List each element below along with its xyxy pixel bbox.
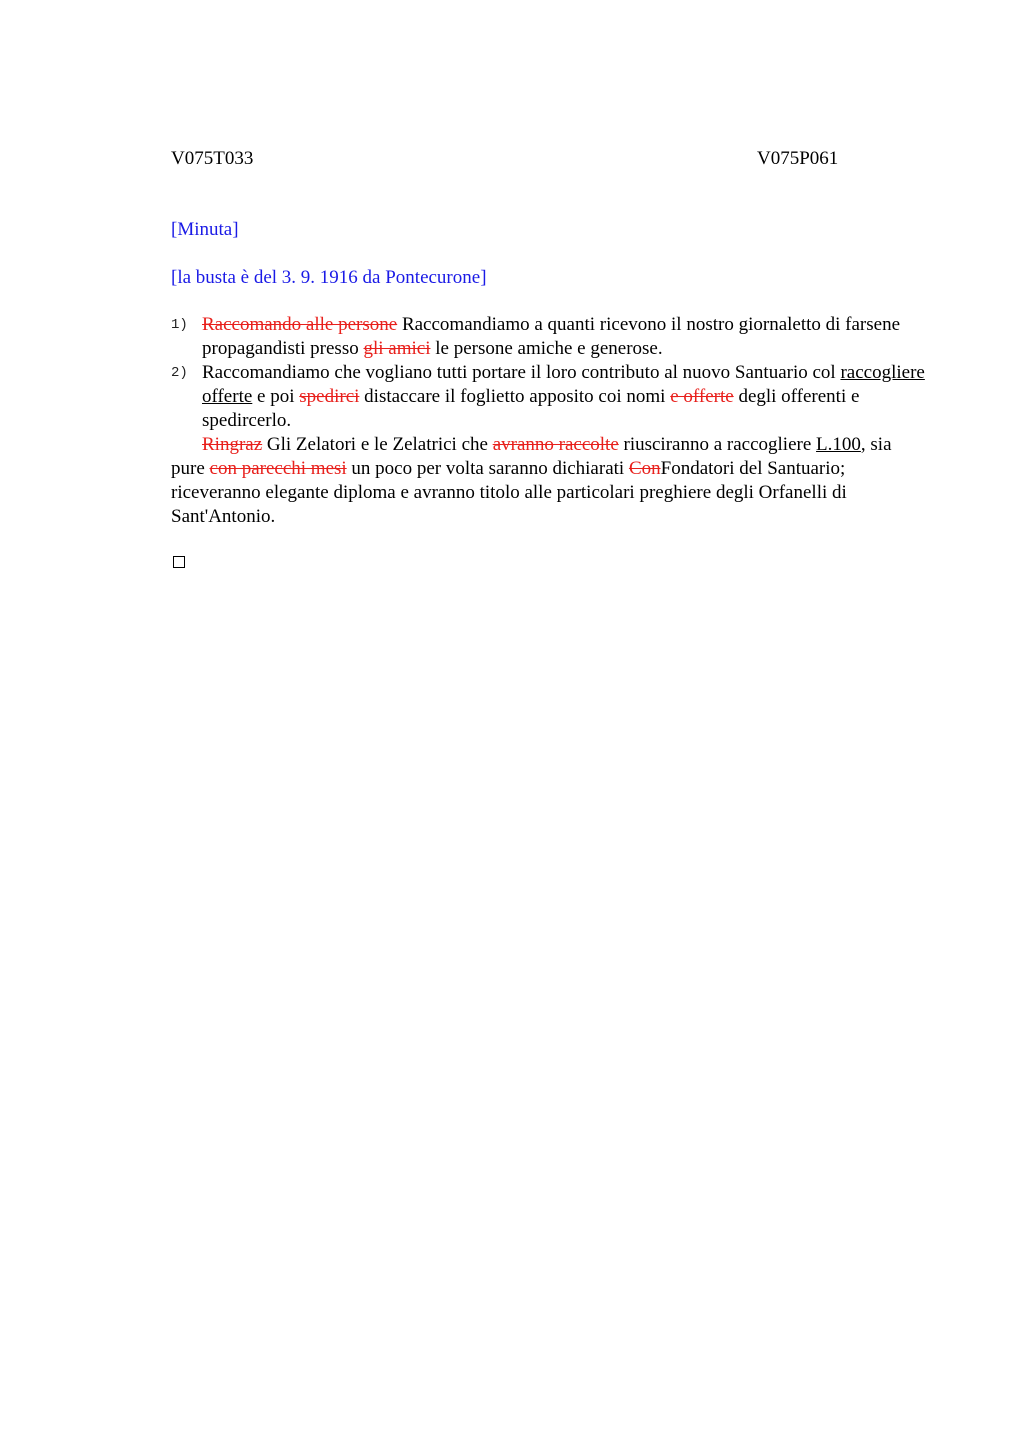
text-segment: le persone amiche e generose. [430, 338, 663, 359]
deleted-text: Ringraz [202, 434, 263, 455]
text-segment: Gli Zelatori e le Zelatrici che [262, 434, 493, 455]
header-row [171, 145, 926, 169]
text-segment: Raccomandiamo che vogliano tutti portare il loro contributo al nuovo Santuario col [202, 362, 841, 383]
underlined-text: raccogliere offerte [202, 362, 925, 407]
end-marker-box [173, 556, 185, 568]
list-item-2 [171, 361, 926, 433]
text-segment: un poco per volta saranno dichiarati [346, 458, 629, 479]
document-code-left: V075T033 [171, 148, 254, 169]
document-page [171, 145, 926, 527]
editor-note-envelope: [la busta è del 3. 9. 1916 da Pontecurone] [171, 267, 487, 288]
text-segment: riusciranno a raccogliere [618, 434, 817, 455]
paragraph-founders [171, 433, 926, 529]
text-segment: Raccomandiamo a quanti ricevono il nostro giornaletto di farsene propagandisti presso [202, 314, 901, 359]
item-number: 2) [171, 365, 188, 381]
deleted-text: Con [628, 458, 661, 479]
document-code-right: V075P061 [757, 148, 839, 169]
text-segment: e poi [252, 386, 300, 407]
letter-body [171, 313, 926, 529]
text-segment: degli offerenti e spedircerlo. [202, 386, 860, 431]
deleted-text: gli amici [363, 338, 431, 359]
text-segment: distaccare il foglietto apposito coi nomi [359, 386, 671, 407]
deleted-text: spedirci [299, 386, 360, 407]
deleted-text: con parecchi mesi [209, 458, 347, 479]
deleted-text: avranno raccolte [492, 434, 619, 455]
deleted-text: e offerte [670, 386, 734, 407]
text-segment: , sia pure [171, 434, 892, 479]
list-item-1 [171, 313, 926, 361]
editor-note-minuta: [Minuta] [171, 219, 239, 240]
item-number: 1) [171, 317, 188, 333]
underlined-text: L.100 [816, 434, 861, 455]
deleted-text: Raccomando alle persone [202, 314, 398, 335]
text-segment: Fondatori del Santuario; riceveranno elegante diploma e avranno titolo alle particolari preghiere degli Orfanelli di Sant'Antonio. [171, 458, 847, 527]
